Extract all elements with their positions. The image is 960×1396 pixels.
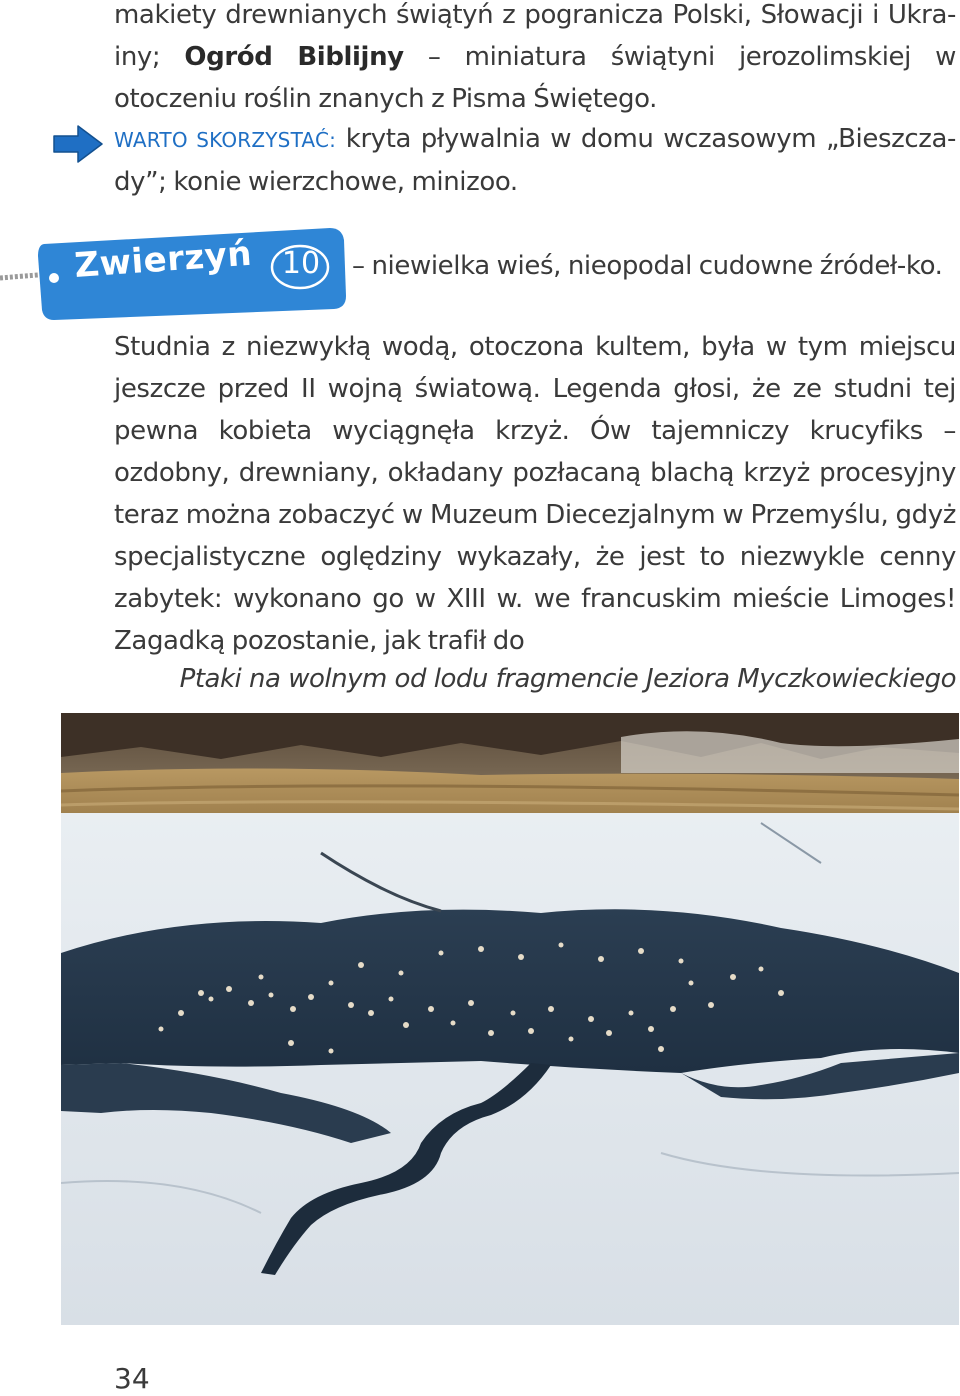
lake-photo xyxy=(61,713,959,1325)
photo-caption: Ptaki na wolnym od lodu fragmencie Jeziora Myczkowieckiego xyxy=(179,664,956,694)
intro-line1: makiety drewnianych świątyń z pogranicza Polski, Słowacji i Ukra- xyxy=(114,0,956,30)
garden-name: Ogród Biblijny xyxy=(184,42,404,72)
tag-label: Zwierzyń xyxy=(73,233,254,286)
entry-paragraph: Studnia z niezwykłą wodą, otoczona kultem, była w tym miejscu jeszcze przed II wojną światową. Legenda głosi, że ze studni tej pewna kobieta wyciągnęła krzyż. Ów tajemniczy krucyfiks – ozdobny, drewniany, okładany pozłacaną blachą krzyż procesyjny teraz można zobaczyć w Muzeum Diecezjalnym w Przemyślu, gdyż specjalistyczne oględziny wykazały, że jest to niezwykle cenny zabytek: wykonano go w XIII w. we francuskim mieście Limoges! Zagadką pozostanie, jak trafił do xyxy=(114,332,956,656)
intro-paragraph: makiety drewnianych świątyń z pogranicza Polski, Słowacji i Ukra- iny; Ogród Biblijny – miniatura świątyni jerozolimskiej w otoczeniu roślin znanych z Pisma Świętego. xyxy=(114,0,956,114)
arrow-right-icon xyxy=(50,122,106,166)
tip-text: kryta pływalnia w domu wczasowym „Bieszcza-dy”; konie wierzchowe, minizoo. xyxy=(114,124,956,197)
tip-paragraph xyxy=(114,118,956,203)
tag-number: 10 xyxy=(281,246,321,281)
entry-first-line: – niewielka wieś, nieopodal cudowne źródeł-ko. xyxy=(352,251,943,281)
tip-label: WARTO SKORZYSTAĆ: xyxy=(114,128,337,152)
page-number: 34 xyxy=(114,1362,150,1395)
